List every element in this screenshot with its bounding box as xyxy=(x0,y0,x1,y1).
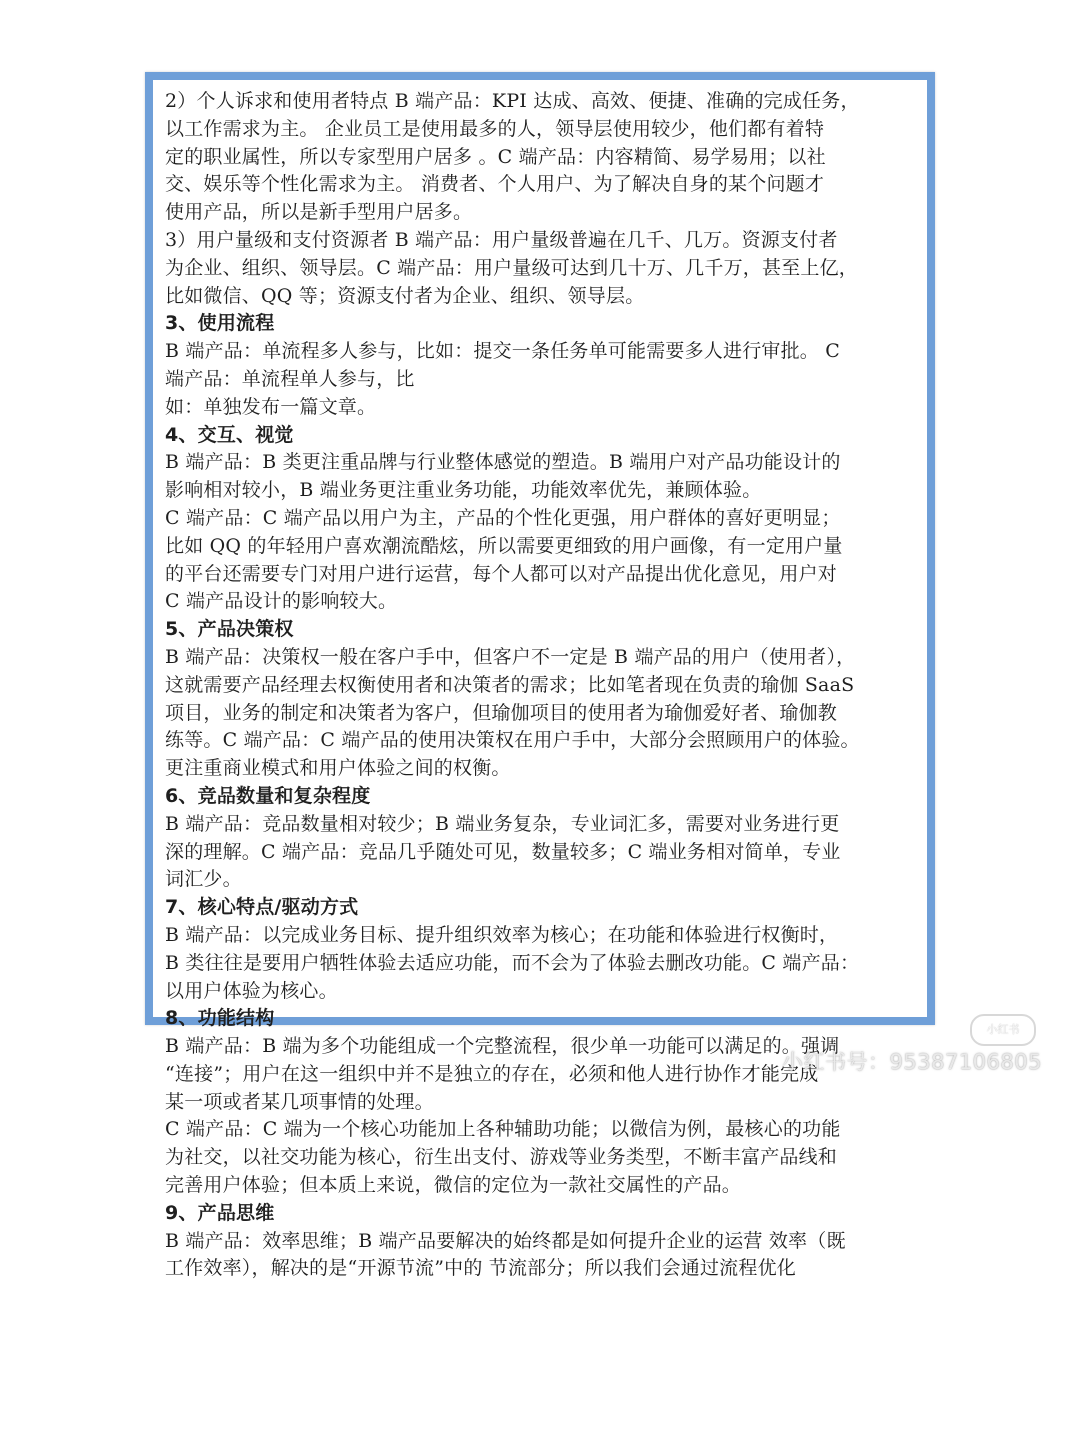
section-heading: 9、产品思维 xyxy=(165,1201,275,1224)
paragraph-line: 2）个人诉求和使用者特点 B 端产品：KPI 达成、高效、便捷、准确的完成任务， xyxy=(165,90,860,112)
paragraph-line: 这就需要产品经理去权衡使用者和决策者的需求；比如笔者现在负责的瑜伽 SaaS xyxy=(165,673,855,696)
watermark-logo: 小红书 xyxy=(970,1014,1036,1046)
paragraph-line: 项目，业务的制定和决策者为客户，但瑜伽项目的使用者为瑜伽爱好者、瑜伽教 xyxy=(165,701,838,724)
paragraph-line: 完善用户体验；但本质上来说，微信的定位为一款社交属性的产品。 xyxy=(165,1174,742,1197)
paragraph-line: 定的职业属性，所以专家型用户居多 。C 端产品：内容精简、易学易用；以社 xyxy=(165,145,826,168)
paragraph-line: 为社交，以社交功能为核心，衍生出支付、游戏等业务类型，不断丰富产品线和 xyxy=(165,1146,838,1169)
document-text xyxy=(165,88,915,1283)
paragraph-line: 某一项或者某几项事情的处理。 xyxy=(165,1090,434,1113)
paragraph-line: 词汇少。 xyxy=(165,868,242,891)
paragraph-line: 影响相对较小，B 端业务更注重业务功能，功能效率优先，兼顾体验。 xyxy=(165,479,762,502)
section-heading: 5、产品决策权 xyxy=(165,618,294,641)
section-heading: 6、竞品数量和复杂程度 xyxy=(165,784,371,807)
paragraph-line: B 端产品：决策权一般在客户手中，但客户不一定是 B 端产品的用户（使用者）， xyxy=(165,645,856,668)
paragraph-line: 3）用户量级和支付资源者 B 端产品：用户量级普遍在几千、几万。资源支付者 xyxy=(165,228,838,251)
watermark-id: 小红书号：95387106805 xyxy=(782,1050,1042,1074)
paragraph-line: C 端产品：C 端产品以用户为主，产品的个性化更强，用户群体的喜好更明显； xyxy=(165,506,841,529)
paragraph-line: 比如微信、QQ 等；资源支付者为企业、组织、领导层。 xyxy=(165,284,645,307)
paragraph-line: 工作效率），解决的是“开源节流”中的 节流部分；所以我们会通过流程优化 xyxy=(165,1257,796,1280)
paragraph-line: 以工作需求为主。 企业员工是使用最多的人，领导层使用较少，他们都有着特 xyxy=(165,117,825,140)
paragraph-line: 如：单独发布一篇文章。 xyxy=(165,395,377,418)
paragraph-line: 更注重商业模式和用户体验之间的权衡。 xyxy=(165,757,511,780)
paragraph-line: B 类往往是要用户牺牲体验去适应功能，而不会为了体验去删改功能。C 端产品： xyxy=(165,951,860,974)
paragraph-line: 比如 QQ 的年轻用户喜欢潮流酷炫，所以需要更细致的用户画像，有一定用户量 xyxy=(165,534,843,557)
paragraph-line: B 端产品：单流程多人参与，比如：提交一条任务单可能需要多人进行审批。 C xyxy=(165,340,840,363)
paragraph-line: C 端产品设计的影响较大。 xyxy=(165,590,398,613)
paragraph-line: B 端产品：以完成业务目标、提升组织效率为核心；在功能和体验进行权衡时， xyxy=(165,923,839,946)
section-heading: 3、使用流程 xyxy=(165,312,275,335)
paragraph-line: “连接”；用户在这一组织中并不是独立的存在，必须和他人进行协作才能完成 xyxy=(165,1062,819,1085)
paragraph-line: B 端产品：B 端为多个功能组成一个完整流程，很少单一功能可以满足的。强调 xyxy=(165,1035,840,1058)
paragraph-line: 为企业、组织、领导层。C 端产品：用户量级可达到几十万、几千万，甚至上亿， xyxy=(165,256,858,279)
paragraph-line: B 端产品：效率思维；B 端产品要解决的始终都是如何提升企业的运营 效率（既 xyxy=(165,1229,846,1252)
paragraph-line: C 端产品：C 端为一个核心功能加上各种辅助功能；以微信为例，最核心的功能 xyxy=(165,1118,841,1141)
paragraph-line: 练等。C 端产品：C 端产品的使用决策权在用户手中，大部分会照顾用户的体验。 xyxy=(165,729,860,752)
paragraph-line: 以用户体验为核心。 xyxy=(165,979,338,1002)
section-heading: 4、交互、视觉 xyxy=(165,423,294,446)
section-heading: 8、功能结构 xyxy=(165,1007,275,1030)
paragraph-line: B 端产品：竞品数量相对较少；B 端业务复杂，专业词汇多，需要对业务进行更 xyxy=(165,812,840,835)
paragraph-line: 使用产品，所以是新手型用户居多。 xyxy=(165,201,473,224)
paragraph-line: B 端产品：B 类更注重品牌与行业整体感觉的塑造。B 端用户对产品功能设计的 xyxy=(165,451,841,474)
paragraph-line: 深的理解。C 端产品：竞品几乎随处可见，数量较多；C 端业务相对简单，专业 xyxy=(165,840,841,863)
paragraph-line: 端产品：单流程单人参与，比 xyxy=(165,367,415,390)
paragraph-line: 交、娱乐等个性化需求为主。 消费者、个人用户、为了解决自身的某个问题才 xyxy=(165,173,825,196)
paragraph-line: 的平台还需要专门对用户进行运营，每个人都可以对产品提出优化意见，用户对 xyxy=(165,562,838,585)
section-heading: 7、核心特点/驱动方式 xyxy=(165,896,359,919)
